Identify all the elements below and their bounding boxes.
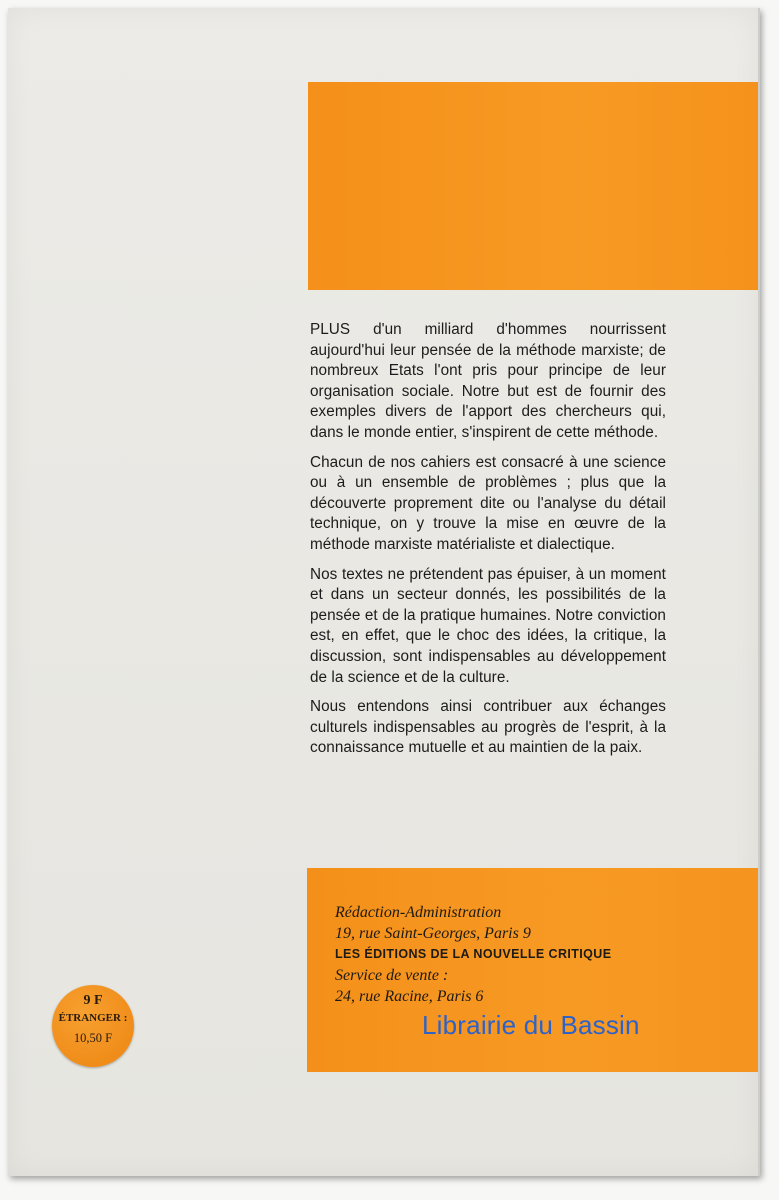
paragraph-3: Nos textes ne prétendent pas épuiser, à un moment et dans un secteur donnés, les possibilités de la pensée et de la pratique humaines. Notre conviction est, en effet, que le choc des idées, la critique, la discussion, sont indispensables au développement de la science et de la culture. bbox=[310, 565, 666, 686]
price-sticker bbox=[52, 985, 134, 1067]
paragraph-1: PLUS d'un milliard d'hommes nourrissent aujourd'hui leur pensée de la méthode marxiste; de nombreux Etats l'ont pris pour principe de leur organisation sociale. Notre but est de fournir des exemples divers de l'apport des chercheurs qui, dans le monde entier, s'inspirent de cette méthode. bbox=[310, 321, 666, 441]
paragraph-2: Chacun de nos cahiers est consacré à une science ou à un ensemble de problèmes ; plus que la découverte proprement dite ou l'analyse du détail technique, on y trouve la mise en œuvre de la méthode marxiste matérialiste et dialectique. bbox=[310, 453, 666, 553]
back-cover-text bbox=[310, 320, 666, 768]
imprint-line-4: Service de vente : bbox=[335, 967, 449, 984]
book-back-cover bbox=[8, 8, 760, 1176]
price-foreign-value: 10,50 F bbox=[73, 1031, 113, 1045]
paragraph-4: Nous entendons ainsi contribuer aux échanges culturels indispensables au progrès de l'esprit, à la connaissance mutuelle et au maintien de la paix. bbox=[310, 698, 666, 757]
imprint-line-2: 19, rue Saint-Georges, Paris 9 bbox=[335, 925, 531, 942]
publisher-name: LES ÉDITIONS DE LA NOUVELLE CRITIQUE bbox=[335, 947, 612, 961]
price-main: 9 F bbox=[83, 993, 103, 1008]
price-foreign-label: ÉTRANGER : bbox=[58, 1012, 128, 1024]
imprint-line-5: 24, rue Racine, Paris 6 bbox=[335, 988, 484, 1005]
imprint-line-1: Rédaction-Administration bbox=[335, 904, 502, 921]
bottom-orange-band bbox=[307, 868, 758, 1072]
top-orange-band bbox=[308, 82, 758, 290]
bookseller-watermark: Librairie du Bassin bbox=[422, 1010, 640, 1040]
publisher-imprint bbox=[335, 902, 611, 1007]
